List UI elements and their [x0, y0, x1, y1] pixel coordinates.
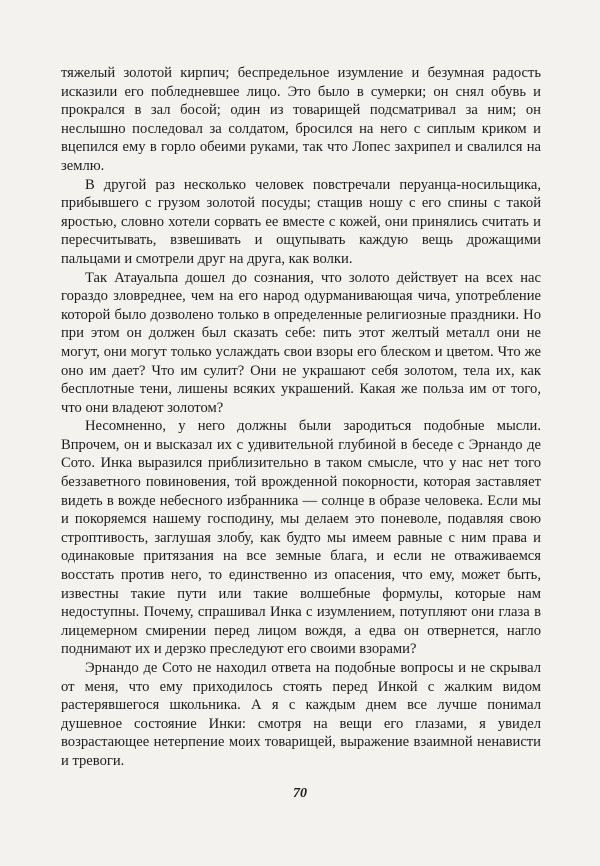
body-text — [61, 64, 541, 771]
page-number: 70 — [293, 786, 307, 801]
paragraph-2: В другой раз несколько человек повстречали перуанца-носильщика, прибывшего с грузом золотой посуды; стащив ношу с его спины с такой яростью, словно хотели сорвать ее вместе с кожей, они принялись считать и пересчитывать, взвешивать и ощупывать каждую вещь дрожащими пальцами и смотрели друг на друга, как волки. — [61, 176, 541, 267]
paragraph-3: Так Атауальпа дошел до сознания, что золото действует на всех нас гораздо зловреднее, чем на его народ одурманивающая чича, употребление которой было дозволено только в определенные религиозные праздники. Но при этом он должен был сказать себе: пить этот желтый металл они не могут, они могут только услаждать свои взоры его блеском и цветом. Что же оно им дает? Что им сулит? Они не украшают себя золотом, тела их, как бесплотные тени, лишены всяких украшений. Какая же польза им от того, что они владеют золотом? — [61, 269, 541, 416]
paragraph-4: Несомненно, у него должны были зародиться подобные мысли. Впрочем, он и высказал их с удивительной глубиной в беседе с Эрнандо де Сото. Инка выразился приблизительно в таком смысле, что у нас нет того беззаветного повиновения, той врожденной покорности, которая заставляет видеть в вожде небесного избранника — солнце в образе человека. Если мы и покоряемся нашему господину, мы делаем это поневоле, подавляя свою строптивость, заглушая злобу, как будто мы имеем равные с ним права и одинаковые притязания на все земные блага, и если не отваживаемся восстать против него, то единственно из опасения, что ему, может быть, известны такие пути или такие волшебные формулы, которые нам недоступны. Почему, спрашивал Инка с изумлением, потупляют они глаза в лицемерном смирении перед лицом вождя, а едва он отвернется, нагло поднимают их и дерзко преследуют его своими взорами? — [61, 418, 541, 658]
paragraph-5: Эрнандо де Сото не находил ответа на подобные вопросы и не скрывал от меня, что ему приходилось стоять перед Инкой с жалким видом растерявшегося школьника. А я с каждым днем все лучше понимал душевное состояние Инки: смотря на вещи его глазами, я увидел возрастающее нетерпение моих товарищей, выражение взаимной ненависти и тревоги. — [61, 660, 541, 769]
paragraph-1: тяжелый золотой кирпич; беспредельное изумление и безумная радость исказили его побледневшее лицо. Это было в сумерки; он снял обувь и прокрался в зал босой; один из товарищей подсматривал за ним; он неслышно последовал за солдатом, бросился на него с сиплым криком и вцепился ему в горло обеими руками, так что Лопес захрипел и свалился на землю. — [61, 65, 541, 174]
